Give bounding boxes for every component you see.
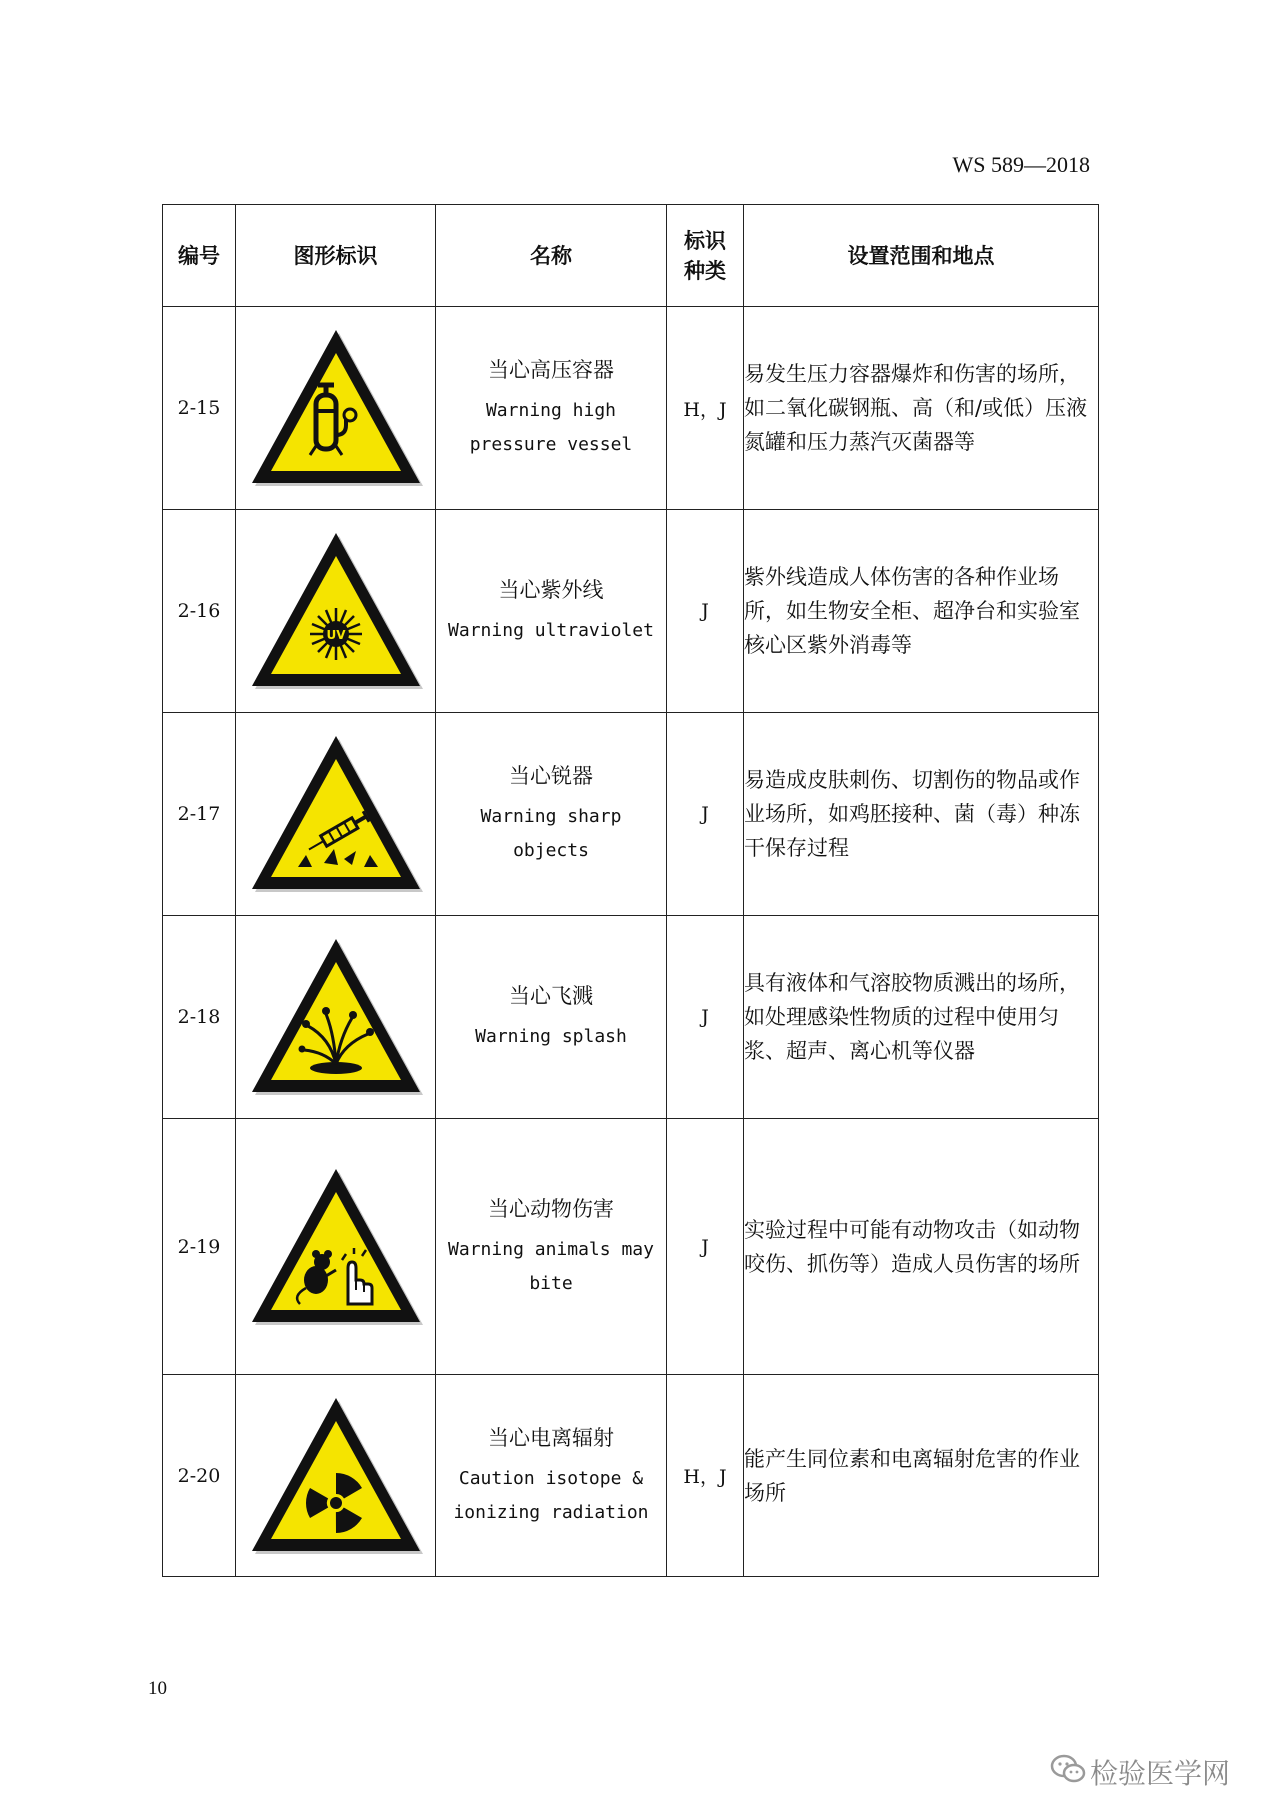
name-cell bbox=[436, 307, 667, 510]
row-number: 2-20 bbox=[163, 1375, 236, 1577]
table-row bbox=[163, 713, 1099, 916]
table-header-row bbox=[163, 205, 1099, 307]
header-sign: 图形标识 bbox=[236, 205, 436, 307]
row-number: 2-17 bbox=[163, 713, 236, 916]
radiation-icon bbox=[246, 1393, 426, 1559]
sign-name-en: Warning ultraviolet bbox=[448, 620, 654, 641]
sign-name-en: Warning sharp objects bbox=[480, 806, 622, 861]
header-name: 名称 bbox=[436, 205, 667, 307]
row-number: 2-16 bbox=[163, 510, 236, 713]
sign-cell bbox=[236, 713, 436, 916]
table-row bbox=[163, 916, 1099, 1119]
sign-type: H，J bbox=[667, 1375, 744, 1577]
sign-scope: 易造成皮肤刺伤、切割伤的物品或作业场所，如鸡胚接种、菌（毒）种冻干保存过程 bbox=[744, 713, 1099, 916]
sign-scope: 能产生同位素和电离辐射危害的作业场所 bbox=[744, 1375, 1099, 1577]
name-cell bbox=[436, 1375, 667, 1577]
table-row bbox=[163, 1119, 1099, 1375]
sign-name-en: Warning animals may bite bbox=[448, 1238, 654, 1294]
sign-cell bbox=[236, 1119, 436, 1375]
watermark bbox=[1050, 1748, 1250, 1792]
sign-name-cn: 当心锐器 bbox=[509, 764, 593, 788]
sign-name-en: Warning splash bbox=[475, 1026, 627, 1047]
table-row bbox=[163, 307, 1099, 510]
sign-type: J bbox=[667, 510, 744, 713]
sign-type: H，J bbox=[667, 307, 744, 510]
row-number: 2-15 bbox=[163, 307, 236, 510]
watermark-text: 检验医学网 bbox=[1090, 1757, 1231, 1790]
sign-type: J bbox=[667, 713, 744, 916]
sign-name-cn: 当心飞溅 bbox=[509, 984, 593, 1008]
sign-cell bbox=[236, 916, 436, 1119]
sign-scope: 实验过程中可能有动物攻击（如动物咬伤、抓伤等）造成人员伤害的场所 bbox=[744, 1119, 1099, 1375]
table-row bbox=[163, 510, 1099, 713]
sign-cell bbox=[236, 1375, 436, 1577]
sign-type: J bbox=[667, 916, 744, 1119]
sharp-objects-icon bbox=[246, 731, 426, 897]
sign-cell bbox=[236, 510, 436, 713]
page-number: 10 bbox=[148, 1678, 167, 1699]
sign-type: J bbox=[667, 1119, 744, 1375]
sign-name-cn: 当心高压容器 bbox=[488, 358, 614, 382]
sign-name-cn: 当心电离辐射 bbox=[488, 1425, 614, 1450]
high-pressure-vessel-icon bbox=[246, 325, 426, 491]
header-type: 标识 种类 bbox=[667, 205, 744, 307]
animal-bite-icon bbox=[246, 1164, 426, 1330]
table-row bbox=[163, 1375, 1099, 1577]
sign-cell bbox=[236, 307, 436, 510]
name-cell bbox=[436, 916, 667, 1119]
wechat-icon bbox=[1050, 1754, 1086, 1784]
sign-name-cn: 当心动物伤害 bbox=[488, 1196, 614, 1221]
standard-code: WS 589—2018 bbox=[952, 152, 1090, 177]
row-number: 2-18 bbox=[163, 916, 236, 1119]
splash-icon bbox=[246, 934, 426, 1100]
row-number: 2-19 bbox=[163, 1119, 236, 1375]
header-number: 编号 bbox=[163, 205, 236, 307]
name-cell bbox=[436, 713, 667, 916]
sign-name-en: Warning high pressure vessel bbox=[469, 400, 633, 455]
sign-name-cn: 当心紫外线 bbox=[498, 578, 604, 602]
sign-scope: 具有液体和气溶胶物质溅出的场所，如处理感染性物质的过程中使用匀浆、超声、离心机等仪器 bbox=[744, 916, 1099, 1119]
sign-scope: 易发生压力容器爆炸和伤害的场所，如二氧化碳钢瓶、高（和/或低）压液氮罐和压力蒸汽灭菌器等 bbox=[744, 307, 1099, 510]
name-cell bbox=[436, 1119, 667, 1375]
ultraviolet-icon bbox=[246, 528, 426, 694]
name-cell bbox=[436, 510, 667, 713]
header-scope: 设置范围和地点 bbox=[744, 205, 1099, 307]
warning-signs-table bbox=[162, 204, 1099, 1577]
sign-name-en: Caution isotope & ionizing radiation bbox=[453, 1467, 649, 1523]
sign-scope: 紫外线造成人体伤害的各种作业场所，如生物安全柜、超净台和实验室核心区紫外消毒等 bbox=[744, 510, 1099, 713]
svg-text:UV: UV bbox=[325, 628, 346, 642]
